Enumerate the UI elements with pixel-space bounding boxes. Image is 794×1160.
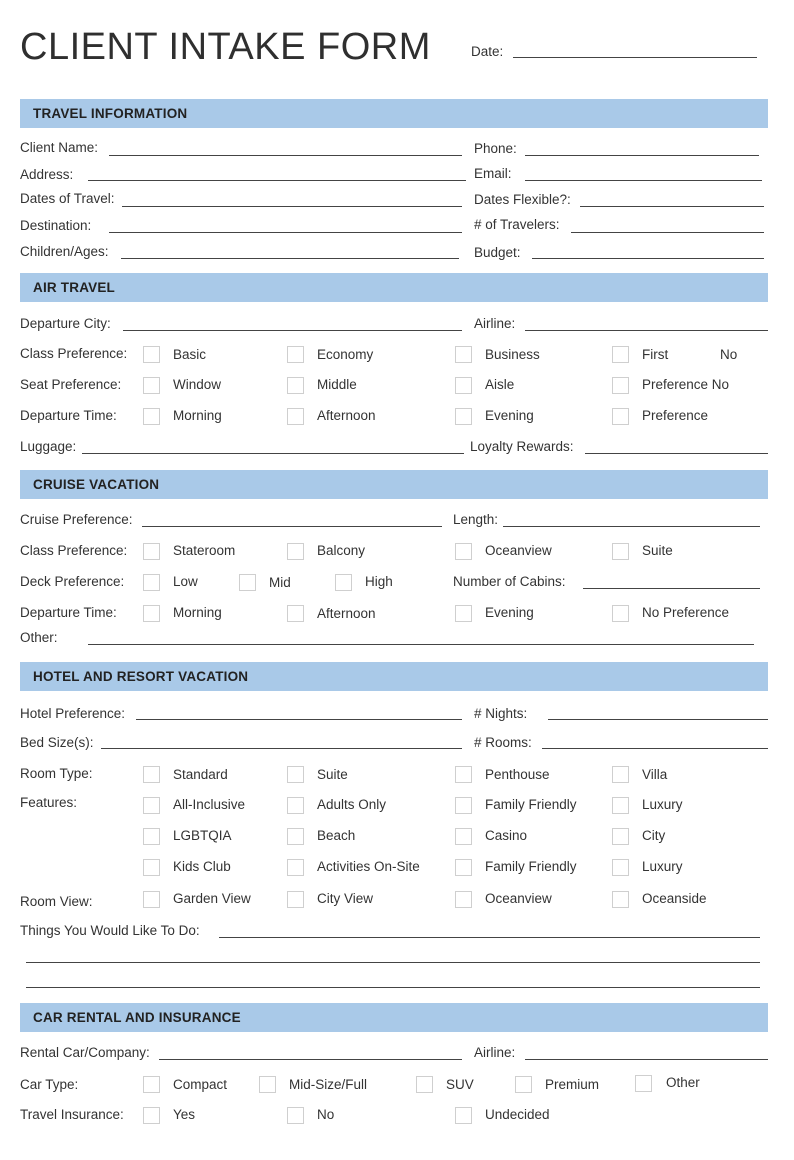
things-to-do-label: Things You Would Like To Do: xyxy=(20,923,200,938)
cruise-oceanview-checkbox[interactable] xyxy=(455,543,472,560)
view-garden-label: Garden View xyxy=(173,891,251,906)
departure-city-field[interactable] xyxy=(123,330,462,331)
feature-casino-checkbox[interactable] xyxy=(455,828,472,845)
class-economy-checkbox[interactable] xyxy=(287,346,304,363)
insurance-undecided-checkbox[interactable] xyxy=(455,1107,472,1124)
room-villa-label: Villa xyxy=(642,767,668,782)
other-field[interactable] xyxy=(88,644,754,645)
time-preference-label: Preference xyxy=(642,408,709,423)
nights-label: # Nights: xyxy=(474,706,528,721)
car-premium-label: Premium xyxy=(545,1077,600,1092)
deck-mid-label: Mid xyxy=(269,575,291,590)
deck-low-checkbox[interactable] xyxy=(143,574,160,591)
car-midsize-label: Mid-Size/Full xyxy=(289,1077,368,1092)
class-basic-checkbox[interactable] xyxy=(143,346,160,363)
luggage-label: Luggage: xyxy=(20,439,77,454)
cruise-no-preference-label: No Preference xyxy=(642,605,730,620)
section-header-air: AIR TRAVEL xyxy=(20,273,768,302)
cruise-suite-label: Suite xyxy=(642,543,673,558)
hotel-preference-label: Hotel Preference: xyxy=(20,706,126,721)
bed-size-label: Bed Size(s): xyxy=(20,735,94,750)
feature-all-inclusive-label: All-Inclusive xyxy=(173,797,246,812)
deck-preference-label: Deck Preference: xyxy=(20,574,125,589)
date-field[interactable] xyxy=(513,57,757,58)
car-other-checkbox[interactable] xyxy=(635,1075,652,1092)
rooms-label: # Rooms: xyxy=(474,735,532,750)
view-city-label: City View xyxy=(317,891,374,906)
feature-city-label: City xyxy=(642,828,666,843)
feature-kids-club-checkbox[interactable] xyxy=(143,859,160,876)
client-name-field[interactable] xyxy=(109,155,462,156)
car-type-label: Car Type: xyxy=(20,1077,79,1092)
time-evening-checkbox[interactable] xyxy=(455,408,472,425)
car-suv-label: SUV xyxy=(446,1077,474,1092)
phone-field[interactable] xyxy=(525,155,759,156)
room-type-label: Room Type: xyxy=(20,766,93,781)
section-header-hotel: HOTEL AND RESORT VACATION xyxy=(20,662,768,691)
cruise-class-label: Class Preference: xyxy=(20,543,128,558)
email-field[interactable] xyxy=(525,180,762,181)
seat-aisle-checkbox[interactable] xyxy=(455,377,472,394)
class-business-checkbox[interactable] xyxy=(455,346,472,363)
seat-window-checkbox[interactable] xyxy=(143,377,160,394)
insurance-undecided-label: Undecided xyxy=(485,1107,550,1122)
cruise-balcony-label: Balcony xyxy=(317,543,366,558)
time-morning-checkbox[interactable] xyxy=(143,408,160,425)
feature-beach-label: Beach xyxy=(317,828,356,843)
cruise-no-preference-checkbox[interactable] xyxy=(612,605,629,622)
insurance-no-checkbox[interactable] xyxy=(287,1107,304,1124)
things-to-do-field-line-3[interactable] xyxy=(26,987,760,988)
feature-luxury-2-label: Luxury xyxy=(642,859,683,874)
things-to-do-field-line-2[interactable] xyxy=(26,962,760,963)
dates-flexible-label: Dates Flexible?: xyxy=(474,192,571,207)
deck-mid-checkbox[interactable] xyxy=(239,574,256,591)
dates-of-travel-label: Dates of Travel: xyxy=(20,191,115,206)
feature-family-friendly-2-checkbox[interactable] xyxy=(455,859,472,876)
rental-company-label: Rental Car/Company: xyxy=(20,1045,150,1060)
class-first-label: First xyxy=(642,347,669,362)
class-basic-label: Basic xyxy=(173,347,207,362)
rooms-field[interactable] xyxy=(542,748,768,749)
feature-family-friendly-2-label: Family Friendly xyxy=(485,859,577,874)
view-oceanview-checkbox[interactable] xyxy=(455,891,472,908)
cruise-preference-field[interactable] xyxy=(142,526,442,527)
car-airline-field[interactable] xyxy=(525,1059,768,1060)
cabins-field[interactable] xyxy=(583,588,760,589)
time-morning-label: Morning xyxy=(173,408,222,423)
car-midsize-checkbox[interactable] xyxy=(259,1076,276,1093)
children-ages-field[interactable] xyxy=(121,258,459,259)
feature-lgbtqia-checkbox[interactable] xyxy=(143,828,160,845)
feature-activities-checkbox[interactable] xyxy=(287,859,304,876)
car-other-label: Other xyxy=(666,1075,700,1090)
time-afternoon-checkbox[interactable] xyxy=(287,408,304,425)
cruise-morning-label: Morning xyxy=(173,605,222,620)
room-view-label: Room View: xyxy=(20,894,93,909)
cruise-stateroom-checkbox[interactable] xyxy=(143,543,160,560)
client-name-label: Client Name: xyxy=(20,140,99,155)
budget-label: Budget: xyxy=(474,245,521,260)
room-villa-checkbox[interactable] xyxy=(612,766,629,783)
insurance-no-label: No xyxy=(317,1107,335,1122)
phone-label: Phone: xyxy=(474,141,517,156)
view-city-checkbox[interactable] xyxy=(287,891,304,908)
seat-aisle-label: Aisle xyxy=(485,377,515,392)
hotel-preference-field[interactable] xyxy=(136,719,462,720)
room-standard-checkbox[interactable] xyxy=(143,766,160,783)
cruise-evening-checkbox[interactable] xyxy=(455,605,472,622)
cruise-suite-checkbox[interactable] xyxy=(612,543,629,560)
car-suv-checkbox[interactable] xyxy=(416,1076,433,1093)
feature-beach-checkbox[interactable] xyxy=(287,828,304,845)
seat-preference-label: Seat Preference: xyxy=(20,377,122,392)
car-premium-checkbox[interactable] xyxy=(515,1076,532,1093)
travelers-field[interactable] xyxy=(571,232,764,233)
room-penthouse-label: Penthouse xyxy=(485,767,550,782)
travel-insurance-label: Travel Insurance: xyxy=(20,1107,124,1122)
feature-luxury-label: Luxury xyxy=(642,797,683,812)
feature-casino-label: Casino xyxy=(485,828,528,843)
cruise-balcony-checkbox[interactable] xyxy=(287,543,304,560)
destination-label: Destination: xyxy=(20,218,92,233)
time-preference-checkbox[interactable] xyxy=(612,408,629,425)
cruise-afternoon-checkbox[interactable] xyxy=(287,605,304,622)
feature-adults-only-checkbox[interactable] xyxy=(287,797,304,814)
class-preference-label: Class Preference: xyxy=(20,346,128,361)
feature-family-friendly-checkbox[interactable] xyxy=(455,797,472,814)
things-to-do-field[interactable] xyxy=(219,937,760,938)
cruise-afternoon-label: Afternoon xyxy=(317,606,376,621)
section-header-travel: TRAVEL INFORMATION xyxy=(20,99,768,128)
seat-no-preference-checkbox[interactable] xyxy=(612,377,629,394)
loyalty-label: Loyalty Rewards: xyxy=(470,439,574,454)
insurance-yes-label: Yes xyxy=(173,1107,196,1122)
car-compact-checkbox[interactable] xyxy=(143,1076,160,1093)
loyalty-field[interactable] xyxy=(585,453,768,454)
section-header-car: CAR RENTAL AND INSURANCE xyxy=(20,1003,768,1032)
room-suite-checkbox[interactable] xyxy=(287,766,304,783)
features-label: Features: xyxy=(20,795,78,810)
luggage-field[interactable] xyxy=(82,453,464,454)
departure-city-label: Departure City: xyxy=(20,316,111,331)
feature-family-friendly-label: Family Friendly xyxy=(485,797,577,812)
time-evening-label: Evening xyxy=(485,408,534,423)
car-airline-label: Airline: xyxy=(474,1045,516,1060)
address-field[interactable] xyxy=(88,180,466,181)
date-label: Date: xyxy=(471,44,504,59)
budget-field[interactable] xyxy=(532,258,764,259)
departure-time-label: Departure Time: xyxy=(20,408,117,423)
seat-window-label: Window xyxy=(173,377,222,392)
travelers-label: # of Travelers: xyxy=(474,217,560,232)
feature-luxury-checkbox[interactable] xyxy=(612,797,629,814)
view-oceanside-checkbox[interactable] xyxy=(612,891,629,908)
page-title: CLIENT INTAKE FORM xyxy=(20,26,431,68)
dates-of-travel-field[interactable] xyxy=(122,206,462,207)
cruise-stateroom-label: Stateroom xyxy=(173,543,236,558)
cruise-preference-label: Cruise Preference: xyxy=(20,512,133,527)
view-oceanside-label: Oceanside xyxy=(642,891,707,906)
cruise-morning-checkbox[interactable] xyxy=(143,605,160,622)
seat-middle-checkbox[interactable] xyxy=(287,377,304,394)
class-business-label: Business xyxy=(485,347,540,362)
address-label: Address: xyxy=(20,167,74,182)
dates-flexible-field[interactable] xyxy=(580,206,764,207)
cruise-oceanview-label: Oceanview xyxy=(485,543,552,558)
feature-luxury-2-checkbox[interactable] xyxy=(612,859,629,876)
airline-field[interactable] xyxy=(525,330,768,331)
children-ages-label: Children/Ages: xyxy=(20,244,109,259)
class-no-label: No xyxy=(720,347,738,362)
email-label: Email: xyxy=(474,166,512,181)
cruise-time-label: Departure Time: xyxy=(20,605,117,620)
cruise-evening-label: Evening xyxy=(485,605,534,620)
room-penthouse-checkbox[interactable] xyxy=(455,766,472,783)
class-first-checkbox[interactable] xyxy=(612,346,629,363)
nights-field[interactable] xyxy=(548,719,768,720)
deck-high-checkbox[interactable] xyxy=(335,574,352,591)
view-garden-checkbox[interactable] xyxy=(143,891,160,908)
view-oceanview-label: Oceanview xyxy=(485,891,552,906)
length-field[interactable] xyxy=(503,526,760,527)
feature-city-checkbox[interactable] xyxy=(612,828,629,845)
feature-lgbtqia-label: LGBTQIA xyxy=(173,828,232,843)
class-economy-label: Economy xyxy=(317,347,374,362)
seat-middle-label: Middle xyxy=(317,377,357,392)
feature-all-inclusive-checkbox[interactable] xyxy=(143,797,160,814)
airline-label: Airline: xyxy=(474,316,516,331)
rental-company-field[interactable] xyxy=(159,1059,462,1060)
section-header-cruise: CRUISE VACATION xyxy=(20,470,768,499)
deck-high-label: High xyxy=(365,574,393,589)
deck-low-label: Low xyxy=(173,574,198,589)
time-afternoon-label: Afternoon xyxy=(317,408,376,423)
room-standard-label: Standard xyxy=(173,767,228,782)
other-label: Other: xyxy=(20,630,58,645)
car-compact-label: Compact xyxy=(173,1077,228,1092)
feature-adults-only-label: Adults Only xyxy=(317,797,387,812)
feature-kids-club-label: Kids Club xyxy=(173,859,231,874)
room-suite-label: Suite xyxy=(317,767,348,782)
insurance-yes-checkbox[interactable] xyxy=(143,1107,160,1124)
cabins-label: Number of Cabins: xyxy=(453,574,566,589)
feature-activities-label: Activities On-Site xyxy=(317,859,420,874)
destination-field[interactable] xyxy=(109,232,462,233)
seat-no-preference-label: Preference No xyxy=(642,377,730,392)
bed-size-field[interactable] xyxy=(101,748,462,749)
length-label: Length: xyxy=(453,512,499,527)
